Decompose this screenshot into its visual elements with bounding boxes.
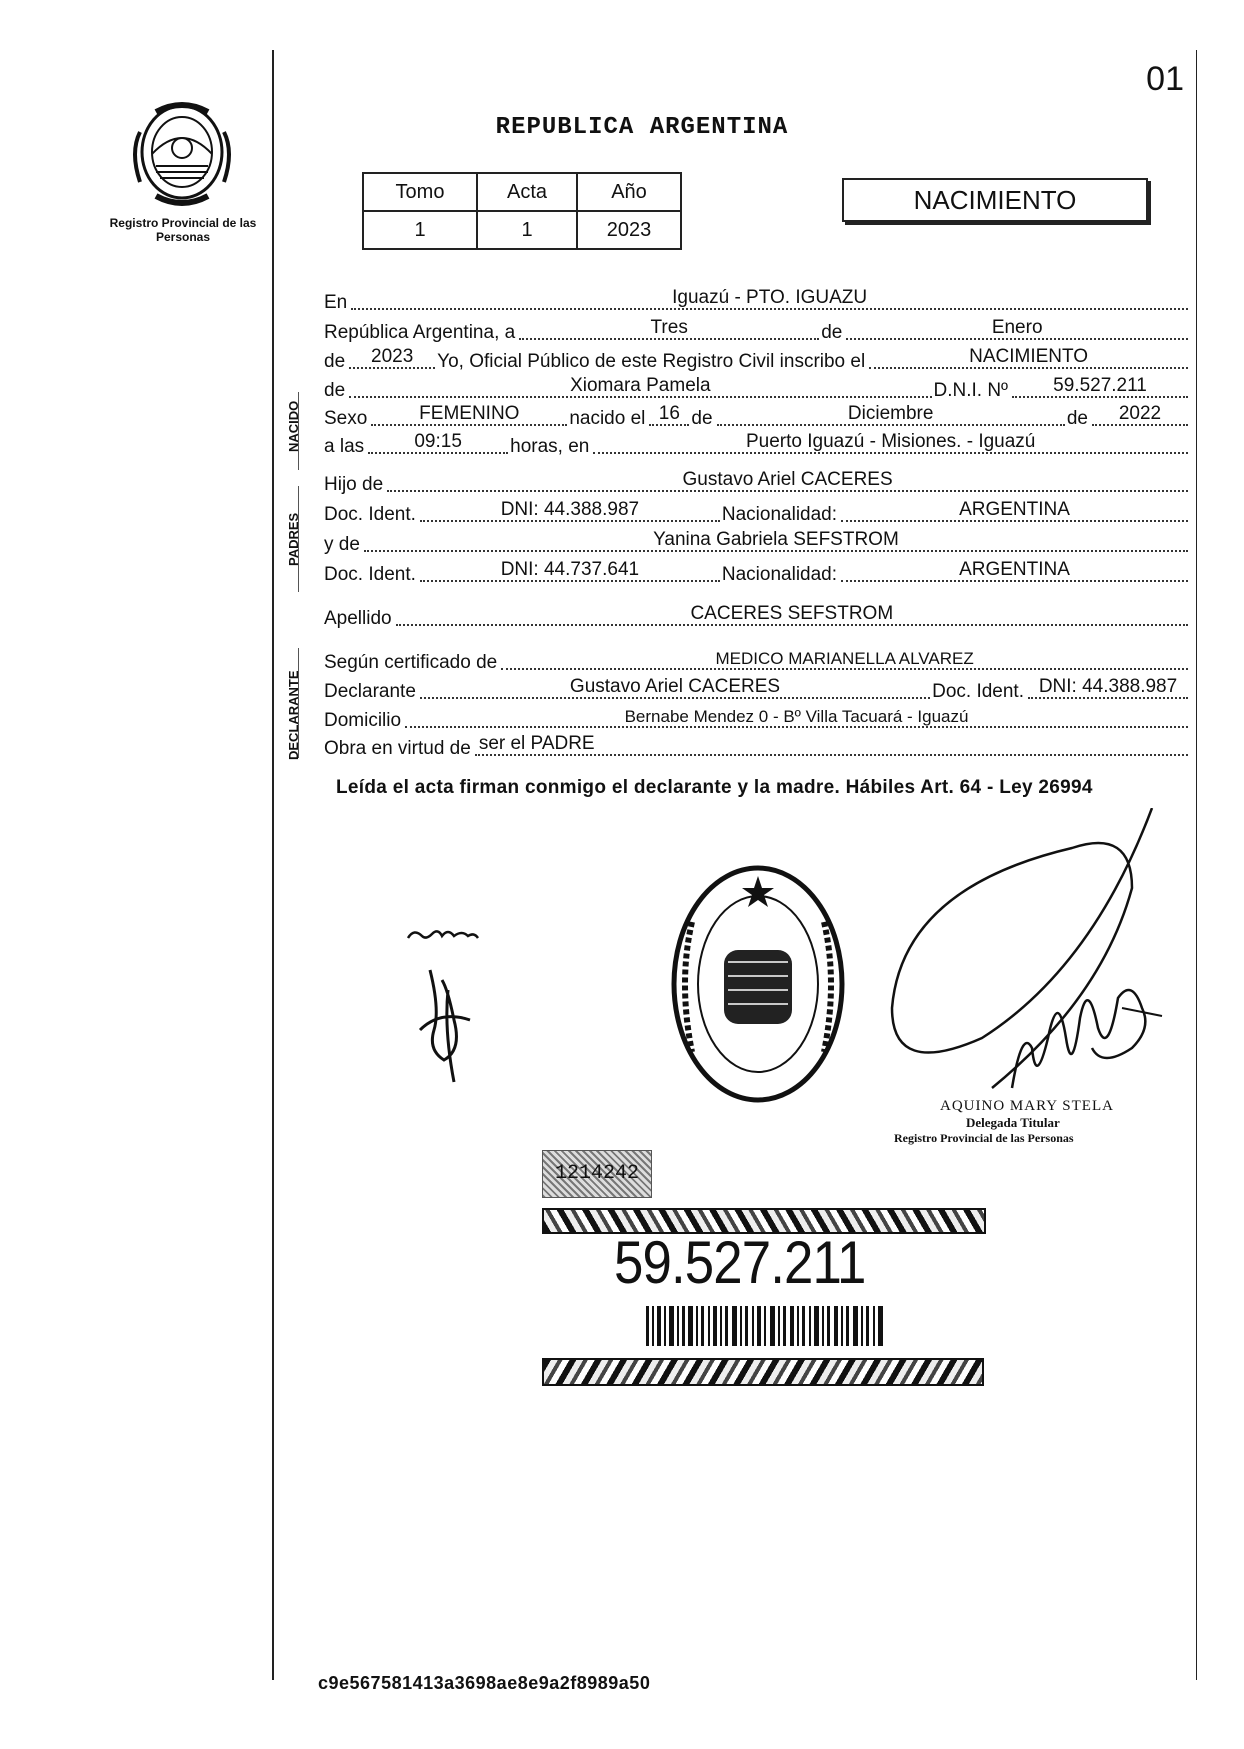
child-dni: 59.527.211 [1053, 375, 1147, 396]
de-label-3: de [324, 380, 346, 401]
year-line [324, 343, 1190, 373]
register-table [362, 172, 682, 250]
declarant-doc: DNI: 44.388.987 [1038, 676, 1178, 697]
doc-ident-label: Doc. Ident. [324, 504, 416, 525]
oficial-label: Yo, Oficial Público de este Registro Civil inscribo el [437, 351, 866, 372]
father-doc-line [324, 496, 1190, 526]
obra-label: Obra en virtud de [324, 738, 471, 759]
de-label: de [821, 322, 843, 343]
horas-en-label: horas, en [510, 436, 590, 457]
declarant-name: Gustavo Ariel CACERES [569, 676, 781, 697]
mother-name: Yanina Gabriela SEFSTROM [653, 529, 899, 550]
surname-line [324, 600, 1190, 630]
nacido-tag: NACIDO [286, 400, 301, 452]
official-name: AQUINO MARY STELA [940, 1098, 1114, 1114]
y-de-label: y de [324, 534, 360, 555]
nacionalidad-label-2: Nacionalidad: [721, 564, 838, 585]
declarant-capacity: ser el PADRE [478, 733, 595, 754]
left-margin-line [272, 50, 274, 1680]
father-nationality: ARGENTINA [959, 499, 1070, 520]
agency-caption: Registro Provincial de las Personas [109, 216, 257, 244]
birth-time: 09:15 [414, 431, 462, 452]
acta-header: Acta [477, 173, 577, 211]
declarante-tag: DECLARANTE [286, 670, 301, 760]
day-value: Tres [650, 317, 688, 338]
official-title: Delegada Titular [966, 1115, 1060, 1130]
mother-doc: DNI: 44.737.641 [500, 559, 640, 580]
father-doc: DNI: 44.388.987 [500, 499, 640, 520]
mother-doc-line [324, 556, 1190, 586]
child-surname: CACERES SEFSTROM [690, 603, 894, 624]
security-strip-bottom [542, 1358, 984, 1386]
security-hologram [542, 1150, 652, 1198]
tomo-value: 1 [363, 211, 477, 249]
birth-place: Puerto Iguazú - Misiones. - Iguazú [746, 431, 1036, 452]
address-line [324, 702, 1190, 732]
record-type-box: NACIMIENTO [842, 178, 1148, 222]
declarant-signature [390, 920, 530, 1095]
nacido-el-label: nacido el [569, 408, 646, 429]
declarante-label: Declarante [324, 681, 416, 702]
domicilio-label: Domicilio [324, 710, 402, 731]
hijo-de-label: Hijo de [324, 474, 384, 495]
dni-label: D.N.I. Nº [933, 380, 1008, 401]
mother-nationality: ARGENTINA [959, 559, 1070, 580]
registry-stamp [668, 862, 848, 1111]
birth-year: 2022 [1118, 403, 1162, 424]
big-dni-number: 59.527.211 [614, 1229, 866, 1296]
closing-note: Leída el acta firman conmigo el declarante y la madre. Hábiles Art. 64 - Ley 26994 [336, 777, 1093, 798]
a-las-label: a las [324, 436, 365, 457]
birth-day: 16 [658, 403, 680, 424]
time-place-line [324, 428, 1190, 458]
de-label-5: de [1066, 408, 1088, 429]
declarant-line [324, 673, 1190, 703]
date-line [324, 314, 1190, 344]
padres-tag: PADRES [286, 512, 301, 566]
child-name: Xiomara Pamela [570, 375, 711, 396]
doc-ident-label-2: Doc. Ident. [324, 564, 416, 585]
father-name: Gustavo Ariel CACERES [682, 469, 893, 490]
sex-birth-line [324, 400, 1190, 430]
event-value: NACIMIENTO [969, 346, 1089, 367]
acta-value: 1 [477, 211, 577, 249]
year-value: 2023 [371, 346, 414, 367]
security-code: 1214242 [554, 1162, 639, 1185]
tomo-header: Tomo [363, 173, 477, 211]
sexo-label: Sexo [324, 408, 368, 429]
page-number: 01 [1146, 60, 1184, 98]
child-name-line [324, 372, 1190, 402]
de-label-2: de [324, 351, 346, 372]
nacionalidad-label: Nacionalidad: [721, 504, 838, 525]
en-label: En [324, 292, 348, 313]
place-value: Iguazú - PTO. IGUAZU [672, 287, 868, 308]
certificate-line [324, 644, 1190, 674]
declarant-address: Bernabe Mendez 0 - Bº Villa Tacuará - Iguazú [624, 707, 969, 726]
capacity-line [324, 730, 1190, 760]
certificate-value: MEDICO MARIANELLA ALVAREZ [715, 649, 974, 668]
month-value: Enero [991, 317, 1043, 338]
segun-label: Según certificado de [324, 652, 498, 673]
anio-header: Año [577, 173, 681, 211]
de-label-4: de [691, 408, 713, 429]
official-office: Registro Provincial de las Personas [894, 1131, 1074, 1145]
doc-ident-label-3: Doc. Ident. [932, 681, 1024, 702]
birth-month: Diciembre [847, 403, 934, 424]
anio-value: 2023 [577, 211, 681, 249]
republica-label: República Argentina, a [324, 322, 516, 343]
barcode-icon [646, 1306, 886, 1351]
country-heading: REPUBLICA ARGENTINA [495, 114, 789, 141]
provincial-seal-icon [126, 92, 238, 212]
place-line [324, 284, 1190, 314]
child-sex: FEMENINO [419, 403, 520, 424]
official-block [894, 1098, 1170, 1146]
official-signature [872, 808, 1202, 1123]
document-hash: c9e567581413a3698ae8e9a2f8989a50 [318, 1673, 651, 1693]
apellido-label: Apellido [324, 608, 392, 629]
mother-line [324, 526, 1190, 556]
father-line [324, 466, 1190, 496]
